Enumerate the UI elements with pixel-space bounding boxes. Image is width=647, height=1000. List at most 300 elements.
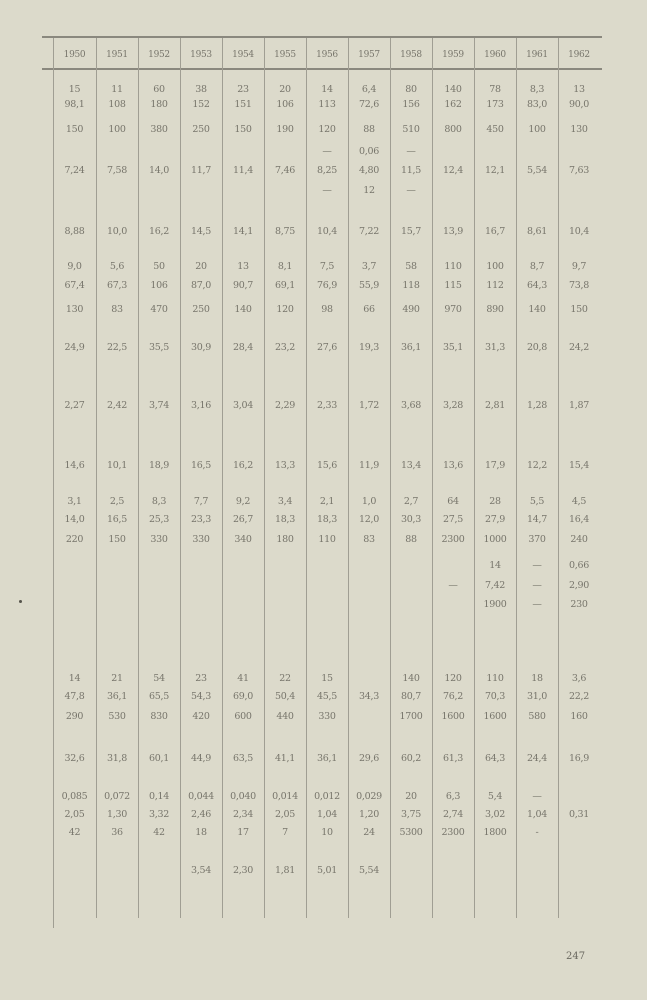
table-cell: 108 [108, 99, 126, 110]
table-cell: 340 [234, 534, 252, 545]
table-cell: 2,7 [403, 496, 419, 507]
table-cell: 50,4 [275, 691, 295, 702]
table-cell: 18,3 [275, 514, 295, 525]
table-cell: — [532, 560, 542, 571]
table-cell: 88 [363, 124, 375, 135]
table-cell: 67,3 [107, 280, 127, 291]
page-number: 247 [566, 951, 586, 962]
table-cell: 14 [489, 560, 501, 571]
table-cell: 1600 [483, 711, 507, 722]
table-cell: 12,0 [359, 514, 379, 525]
table-cell: 1,72 [359, 400, 379, 411]
table-cell: 36,1 [107, 691, 127, 702]
table-cell: 5,01 [317, 865, 337, 876]
table-cell: 20 [279, 84, 291, 95]
table-cell: 530 [108, 711, 126, 722]
table-cell: 17,9 [485, 460, 505, 471]
table-cell: 150 [570, 304, 588, 315]
table-cell: 36 [111, 827, 123, 838]
table-cell: 8,3 [151, 496, 167, 507]
table-cell: 61,3 [443, 753, 463, 764]
table-cell: 41 [237, 673, 249, 684]
table-cell: 58 [405, 261, 417, 272]
table-cell: 10,1 [107, 460, 127, 471]
table-cell: 69,1 [275, 280, 295, 291]
table-cell: 23,3 [191, 514, 211, 525]
table-cell: 8,25 [317, 165, 337, 176]
table-cell: 35,1 [443, 342, 463, 353]
year-header: 1957 [358, 50, 380, 60]
table-cell: 13,3 [275, 460, 295, 471]
table-cell: 7,46 [275, 165, 295, 176]
table-cell: 160 [570, 711, 588, 722]
table-cell: 150 [65, 124, 84, 135]
table-cell: 3,74 [149, 400, 169, 411]
table-cell: 115 [444, 280, 462, 291]
table-cell: 18,9 [149, 460, 169, 471]
table-cell: 36,1 [317, 753, 337, 764]
table-cell: 12,4 [443, 165, 463, 176]
table-cell: 13,9 [443, 226, 463, 237]
table-cell: 10,0 [107, 226, 127, 237]
table-cell: 13 [573, 84, 585, 95]
table-cell: 100 [528, 124, 546, 135]
table-cell: 24 [363, 827, 375, 838]
table-cell: 35,5 [149, 342, 169, 353]
table-cell: 140 [402, 673, 420, 684]
table-cell: 110 [444, 261, 462, 272]
table-cell: 10 [321, 827, 333, 838]
table-cell: 220 [65, 534, 84, 545]
table-cell: 0,31 [569, 809, 589, 820]
table-cell: 14,6 [64, 460, 85, 471]
table-cell: 3,32 [149, 809, 169, 820]
table-cell: 19,3 [359, 342, 379, 353]
table-cell: 34,3 [359, 691, 379, 702]
table-cell: 32,6 [64, 753, 85, 764]
table-cell: 2,27 [64, 400, 85, 411]
year-header: 1959 [442, 50, 464, 60]
table-cell: 100 [486, 261, 504, 272]
table-cell: 3,54 [191, 865, 211, 876]
table-cell: 14 [68, 673, 81, 684]
table-cell: 800 [444, 124, 462, 135]
table-cell: 3,02 [485, 809, 505, 820]
table-cell: 7,5 [319, 261, 335, 272]
table-cell: 15,7 [401, 226, 421, 237]
table-cell: 64,3 [527, 280, 547, 291]
table-cell: 6,3 [445, 791, 461, 802]
table-cell: 440 [276, 711, 294, 722]
table-cell: 14,0 [149, 165, 169, 176]
table-cell: 9,7 [571, 261, 587, 272]
table-cell: 18 [195, 827, 207, 838]
table-cell: 3,28 [443, 400, 463, 411]
table-cell: — [448, 580, 458, 591]
table-cell: 240 [570, 534, 588, 545]
table-cell: 1,30 [107, 809, 127, 820]
table-cell: 150 [108, 534, 126, 545]
table-cell: 110 [318, 534, 336, 545]
table-cell: 55,9 [359, 280, 379, 291]
table-cell: 0,029 [356, 791, 382, 802]
table-cell: 27,5 [443, 514, 463, 525]
table-cell: 7,7 [193, 496, 209, 507]
table-cell: 27,6 [317, 342, 337, 353]
table-cell: 18 [531, 673, 543, 684]
table-cell: 2,29 [275, 400, 295, 411]
table-cell: 10,4 [569, 226, 589, 237]
table-cell: 13,4 [401, 460, 421, 471]
table-cell: 13 [237, 261, 249, 272]
table-cell: 1,81 [275, 865, 295, 876]
table-cell: 70,3 [485, 691, 505, 702]
table-cell: 5,54 [359, 865, 379, 876]
table-cell: 7,42 [485, 580, 505, 591]
table-cell: 190 [276, 124, 294, 135]
year-header: 1960 [484, 50, 506, 60]
table-cell: 64,3 [485, 753, 505, 764]
table-cell: 67,4 [64, 280, 85, 291]
table-cell: 24,4 [527, 753, 547, 764]
table-cell: 9,0 [67, 261, 82, 272]
table-cell: 11,9 [359, 460, 379, 471]
year-header: 1958 [400, 50, 422, 60]
table-cell: 118 [402, 280, 420, 291]
table-cell: 2,33 [317, 400, 337, 411]
table-cell: 80,7 [401, 691, 421, 702]
table-cell: 2,1 [319, 496, 335, 507]
table-cell: 2,42 [107, 400, 127, 411]
table-cell: 31,0 [527, 691, 547, 702]
table-cell: — [532, 599, 542, 610]
table-cell: 1,20 [359, 809, 379, 820]
table-cell: 8,3 [529, 84, 545, 95]
table-cell: 8,1 [277, 261, 293, 272]
table-cell: 23,2 [275, 342, 295, 353]
table-cell: 1700 [399, 711, 423, 722]
table-cell: 151 [234, 99, 252, 110]
table-cell: 10,4 [317, 226, 337, 237]
table-cell: 7,63 [569, 165, 589, 176]
table-cell: 5300 [399, 827, 423, 838]
table-cell: 16,5 [107, 514, 127, 525]
table-cell: 31,3 [485, 342, 505, 353]
table-cell: 2,05 [64, 809, 85, 820]
table-cell: 0,072 [104, 791, 130, 802]
table-cell: 9,2 [235, 496, 251, 507]
table-cell: 370 [528, 534, 546, 545]
table-cell: 83,0 [527, 99, 547, 110]
table-cell: 162 [444, 99, 462, 110]
table-cell: 5,4 [487, 791, 503, 802]
table-cell: 2,30 [233, 865, 253, 876]
table-cell: 1,28 [527, 400, 547, 411]
table-cell: 150 [234, 124, 252, 135]
table-cell: 330 [318, 711, 336, 722]
table-cell: 180 [150, 99, 168, 110]
table-cell: 3,16 [191, 400, 211, 411]
table-cell: 890 [486, 304, 504, 315]
table-cell: 112 [486, 280, 504, 291]
table-cell: 120 [444, 673, 462, 684]
table-cell: — [406, 146, 416, 157]
table-cell: 510 [402, 124, 420, 135]
table-cell: 830 [150, 711, 168, 722]
table-cell: 45,5 [317, 691, 337, 702]
table-cell: 15 [321, 673, 333, 684]
table-cell: 11,5 [401, 165, 421, 176]
table-cell: 2,5 [109, 496, 125, 507]
table-cell: 250 [192, 304, 210, 315]
table-cell: 0,085 [61, 791, 88, 802]
table-cell: 1900 [483, 599, 507, 610]
table-cell: 20,8 [527, 342, 547, 353]
table-cell: 15,6 [317, 460, 337, 471]
year-header: 1950 [63, 50, 86, 60]
table-cell: 42 [153, 827, 165, 838]
table-cell: 15,4 [569, 460, 589, 471]
year-header: 1962 [568, 50, 590, 60]
table-cell: 15 [68, 84, 81, 95]
table-cell: 60 [153, 84, 165, 95]
table-cell: 23 [195, 673, 207, 684]
table-cell: 60,1 [149, 753, 169, 764]
table-cell: 0,66 [569, 560, 589, 571]
table-cell: 66 [363, 304, 375, 315]
table-cell: 0,06 [359, 146, 379, 157]
table-cell: 16,4 [569, 514, 589, 525]
header-rule [42, 68, 602, 70]
table-cell: 3,68 [401, 400, 421, 411]
table-cell: — [532, 580, 542, 591]
table-cell: 50 [153, 261, 165, 272]
table-cell: 24,2 [569, 342, 589, 353]
table-cell: 69,0 [233, 691, 253, 702]
table-cell: 38 [195, 84, 207, 95]
table-cell: 0,012 [314, 791, 340, 802]
table-cell: 4,5 [571, 496, 587, 507]
table-cell: 13,6 [443, 460, 463, 471]
table-cell: 120 [318, 124, 336, 135]
table-cell: 156 [402, 99, 420, 110]
table-cell: 23 [237, 84, 249, 95]
table-cell: 130 [570, 124, 588, 135]
table-cell: 1600 [441, 711, 465, 722]
table-cell: 17 [237, 827, 249, 838]
table-cell: 0,044 [188, 791, 214, 802]
table-cell: 8,75 [275, 226, 295, 237]
table-cell: 1800 [483, 827, 507, 838]
table-cell: 5,6 [109, 261, 125, 272]
table-cell: 16,7 [485, 226, 505, 237]
table-cell: 16,9 [569, 753, 589, 764]
table-cell: 14,5 [191, 226, 211, 237]
table-cell: 470 [150, 304, 168, 315]
table-cell: 6,4 [361, 84, 377, 95]
table-cell: 5,5 [529, 496, 545, 507]
table-cell: 24,9 [64, 342, 85, 353]
table-cell: 22 [279, 673, 291, 684]
table-cell: 120 [276, 304, 294, 315]
table-cell: 83 [363, 534, 375, 545]
table-cell: 22,2 [569, 691, 589, 702]
table-cell: 2,05 [275, 809, 295, 820]
table-cell: 1,04 [527, 809, 547, 820]
table-cell: 2,34 [233, 809, 253, 820]
table-cell: 330 [192, 534, 210, 545]
table-cell: 31,8 [107, 753, 127, 764]
table-cell: 420 [192, 711, 210, 722]
table-cell: 140 [234, 304, 252, 315]
table-cell: 130 [65, 304, 84, 315]
year-header: 1954 [232, 50, 254, 60]
table-cell: 8,61 [527, 226, 547, 237]
table-cell: 41,1 [275, 753, 295, 764]
year-header: 1951 [106, 50, 128, 60]
table-cell: 100 [108, 124, 126, 135]
table-cell: 22,5 [107, 342, 127, 353]
table-cell: 98,1 [64, 99, 85, 110]
table-cell: 11,7 [191, 165, 211, 176]
table-cell: 3,04 [233, 400, 253, 411]
table-cell: 0,014 [272, 791, 298, 802]
table-cell: 44,9 [191, 753, 211, 764]
year-header: 1956 [316, 50, 338, 60]
table-cell: 54 [153, 673, 165, 684]
table-cell: 290 [65, 711, 84, 722]
table-cell: 36,1 [401, 342, 421, 353]
table-cell: 14,7 [527, 514, 547, 525]
table-cell: 47,8 [64, 691, 85, 702]
table-cell: 30,3 [401, 514, 421, 525]
table-cell: 8,88 [64, 226, 85, 237]
table-cell: 88 [405, 534, 417, 545]
table-cell: 27,9 [485, 514, 505, 525]
table-cell: 21 [111, 673, 123, 684]
table-cell: 113 [318, 99, 336, 110]
table-cell: 90,7 [233, 280, 253, 291]
table-cell: 12 [363, 185, 375, 196]
table-cell: 87,0 [191, 280, 211, 291]
table-cell: 54,3 [191, 691, 211, 702]
table-cell: 7,58 [107, 165, 127, 176]
table-cell: 5,54 [527, 165, 547, 176]
table-cell: 110 [486, 673, 504, 684]
table-cell: 73,8 [569, 280, 589, 291]
table-cell: 0,040 [230, 791, 256, 802]
table-cell: 2300 [441, 534, 465, 545]
table-cell: 30,9 [191, 342, 211, 353]
table-cell: 2300 [441, 827, 465, 838]
table-cell: 970 [444, 304, 462, 315]
table-cell: 64 [447, 496, 459, 507]
table-cell: 90,0 [569, 99, 589, 110]
table-cell: 173 [486, 99, 504, 110]
table-cell: 76,9 [317, 280, 337, 291]
top-rule [42, 36, 602, 38]
table-cell: 25,3 [149, 514, 169, 525]
table-cell: 16,5 [191, 460, 211, 471]
table-cell: 7 [282, 827, 288, 838]
table-cell: — [322, 185, 332, 196]
table-cell: — [532, 791, 542, 802]
table-cell: 83 [111, 304, 123, 315]
table-cell: 3,75 [401, 809, 421, 820]
table-cell: 140 [528, 304, 546, 315]
table-cell: 3,1 [67, 496, 82, 507]
table-cell: 20 [195, 261, 207, 272]
margin-dot [19, 600, 22, 603]
table-cell: 11 [111, 84, 123, 95]
table-cell: 76,2 [443, 691, 463, 702]
table-cell: 8,7 [529, 261, 545, 272]
table-cell: 2,74 [443, 809, 463, 820]
table-cell: 106 [150, 280, 168, 291]
table-cell: 7,22 [359, 226, 379, 237]
table-cell: 26,7 [233, 514, 253, 525]
table-cell: 98 [321, 304, 333, 315]
table-cell: 3,4 [277, 496, 293, 507]
table-cell: 20 [405, 791, 417, 802]
year-header: 1953 [190, 50, 212, 60]
table-cell: 380 [150, 124, 168, 135]
table-cell: 78 [489, 84, 501, 95]
table-cell: 72,6 [359, 99, 379, 110]
table-cell: 250 [192, 124, 210, 135]
table-cell: 3,6 [571, 673, 587, 684]
table-cell: 14,1 [233, 226, 253, 237]
table-cell: 18,3 [317, 514, 337, 525]
table-cell: 63,5 [233, 753, 253, 764]
table-cell: 60,2 [401, 753, 421, 764]
table-cell: 28,4 [233, 342, 253, 353]
year-header: 1961 [526, 50, 548, 60]
table-cell: 330 [150, 534, 168, 545]
table-cell: 490 [402, 304, 420, 315]
table-cell: — [406, 185, 416, 196]
table-cell: 7,24 [64, 165, 85, 176]
table-cell: 12,2 [527, 460, 547, 471]
table-cell: 0,14 [149, 791, 169, 802]
table-cell: 12,1 [485, 165, 505, 176]
table-cell: 2,81 [485, 400, 505, 411]
table-cell: 152 [192, 99, 210, 110]
year-header: 1952 [148, 50, 170, 60]
table-cell: 106 [276, 99, 294, 110]
table-cell: 11,4 [233, 165, 253, 176]
table-cell: 600 [234, 711, 252, 722]
table-cell: 450 [486, 124, 504, 135]
table-cell: 180 [276, 534, 294, 545]
table-cell: 2,46 [191, 809, 211, 820]
table-cell: 230 [570, 599, 588, 610]
table-cell: 42 [68, 827, 81, 838]
table-cell: 14 [321, 84, 333, 95]
table-cell: 2,90 [569, 580, 589, 591]
table-cell: 14,0 [64, 514, 85, 525]
table-cell: 80 [405, 84, 417, 95]
table-cell: 16,2 [233, 460, 253, 471]
table-cell: 28 [489, 496, 501, 507]
table-cell: 65,5 [149, 691, 169, 702]
table-cell: 1,0 [361, 496, 377, 507]
table-cell: 16,2 [149, 226, 169, 237]
table-cell: 1,04 [317, 809, 337, 820]
table-cell: — [322, 146, 332, 157]
table-cell: 580 [528, 711, 546, 722]
table-cell: - [535, 827, 539, 838]
